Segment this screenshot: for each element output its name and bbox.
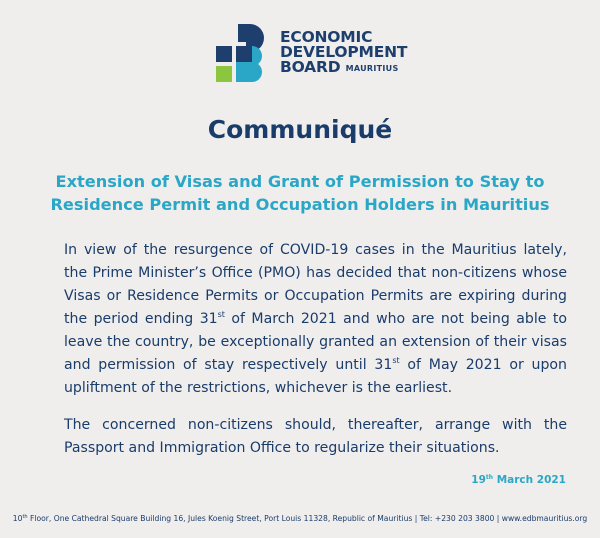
communique-date: 19th March 2021	[471, 474, 566, 486]
body-paragraph-1: In view of the resurgence of COVID-19 cases in the Mauritius lately, the Prime Minister’s Office (PMO) has decided that non-citizens whose Visas or Residence Permits or Occupation Permits are expiring during the period ending 31st of March 2021 and who are not being able to leave the country, be exceptionally granted an extension of their visas and permission of stay respectively until 31st of May 2021 or upon upliftment of the restrictions, whichever is the earliest.	[64, 242, 567, 396]
edb-logo	[216, 22, 407, 84]
logo-line1: ECONOMIC	[280, 28, 373, 46]
edb-logo-mark-icon	[216, 22, 276, 84]
edb-logo-text	[280, 30, 407, 76]
subtitle-line1: Extension of Visas and Grant of Permission to Stay to	[55, 172, 545, 191]
logo-line3: BOARD MAURITIUS	[280, 58, 399, 76]
page-title: Communiqué	[207, 115, 393, 144]
subtitle-line2: Residence Permit and Occupation Holders in Mauritius	[50, 195, 550, 214]
subtitle	[20, 170, 580, 216]
footer-contact: 10th Floor, One Cathedral Square Building 16, Jules Koenig Street, Port Louis 11328, Republic of Mauritius | Tel: +230 203 3800 | www.edbmauritius.org	[12, 514, 588, 523]
body-paragraph-2: The concerned non-citizens should, thereafter, arrange with the Passport and Immigration Office to regularize their situations.	[64, 417, 567, 456]
logo-line3-suffix: MAURITIUS	[345, 64, 399, 73]
logo-line2: DEVELOPMENT	[280, 43, 408, 61]
